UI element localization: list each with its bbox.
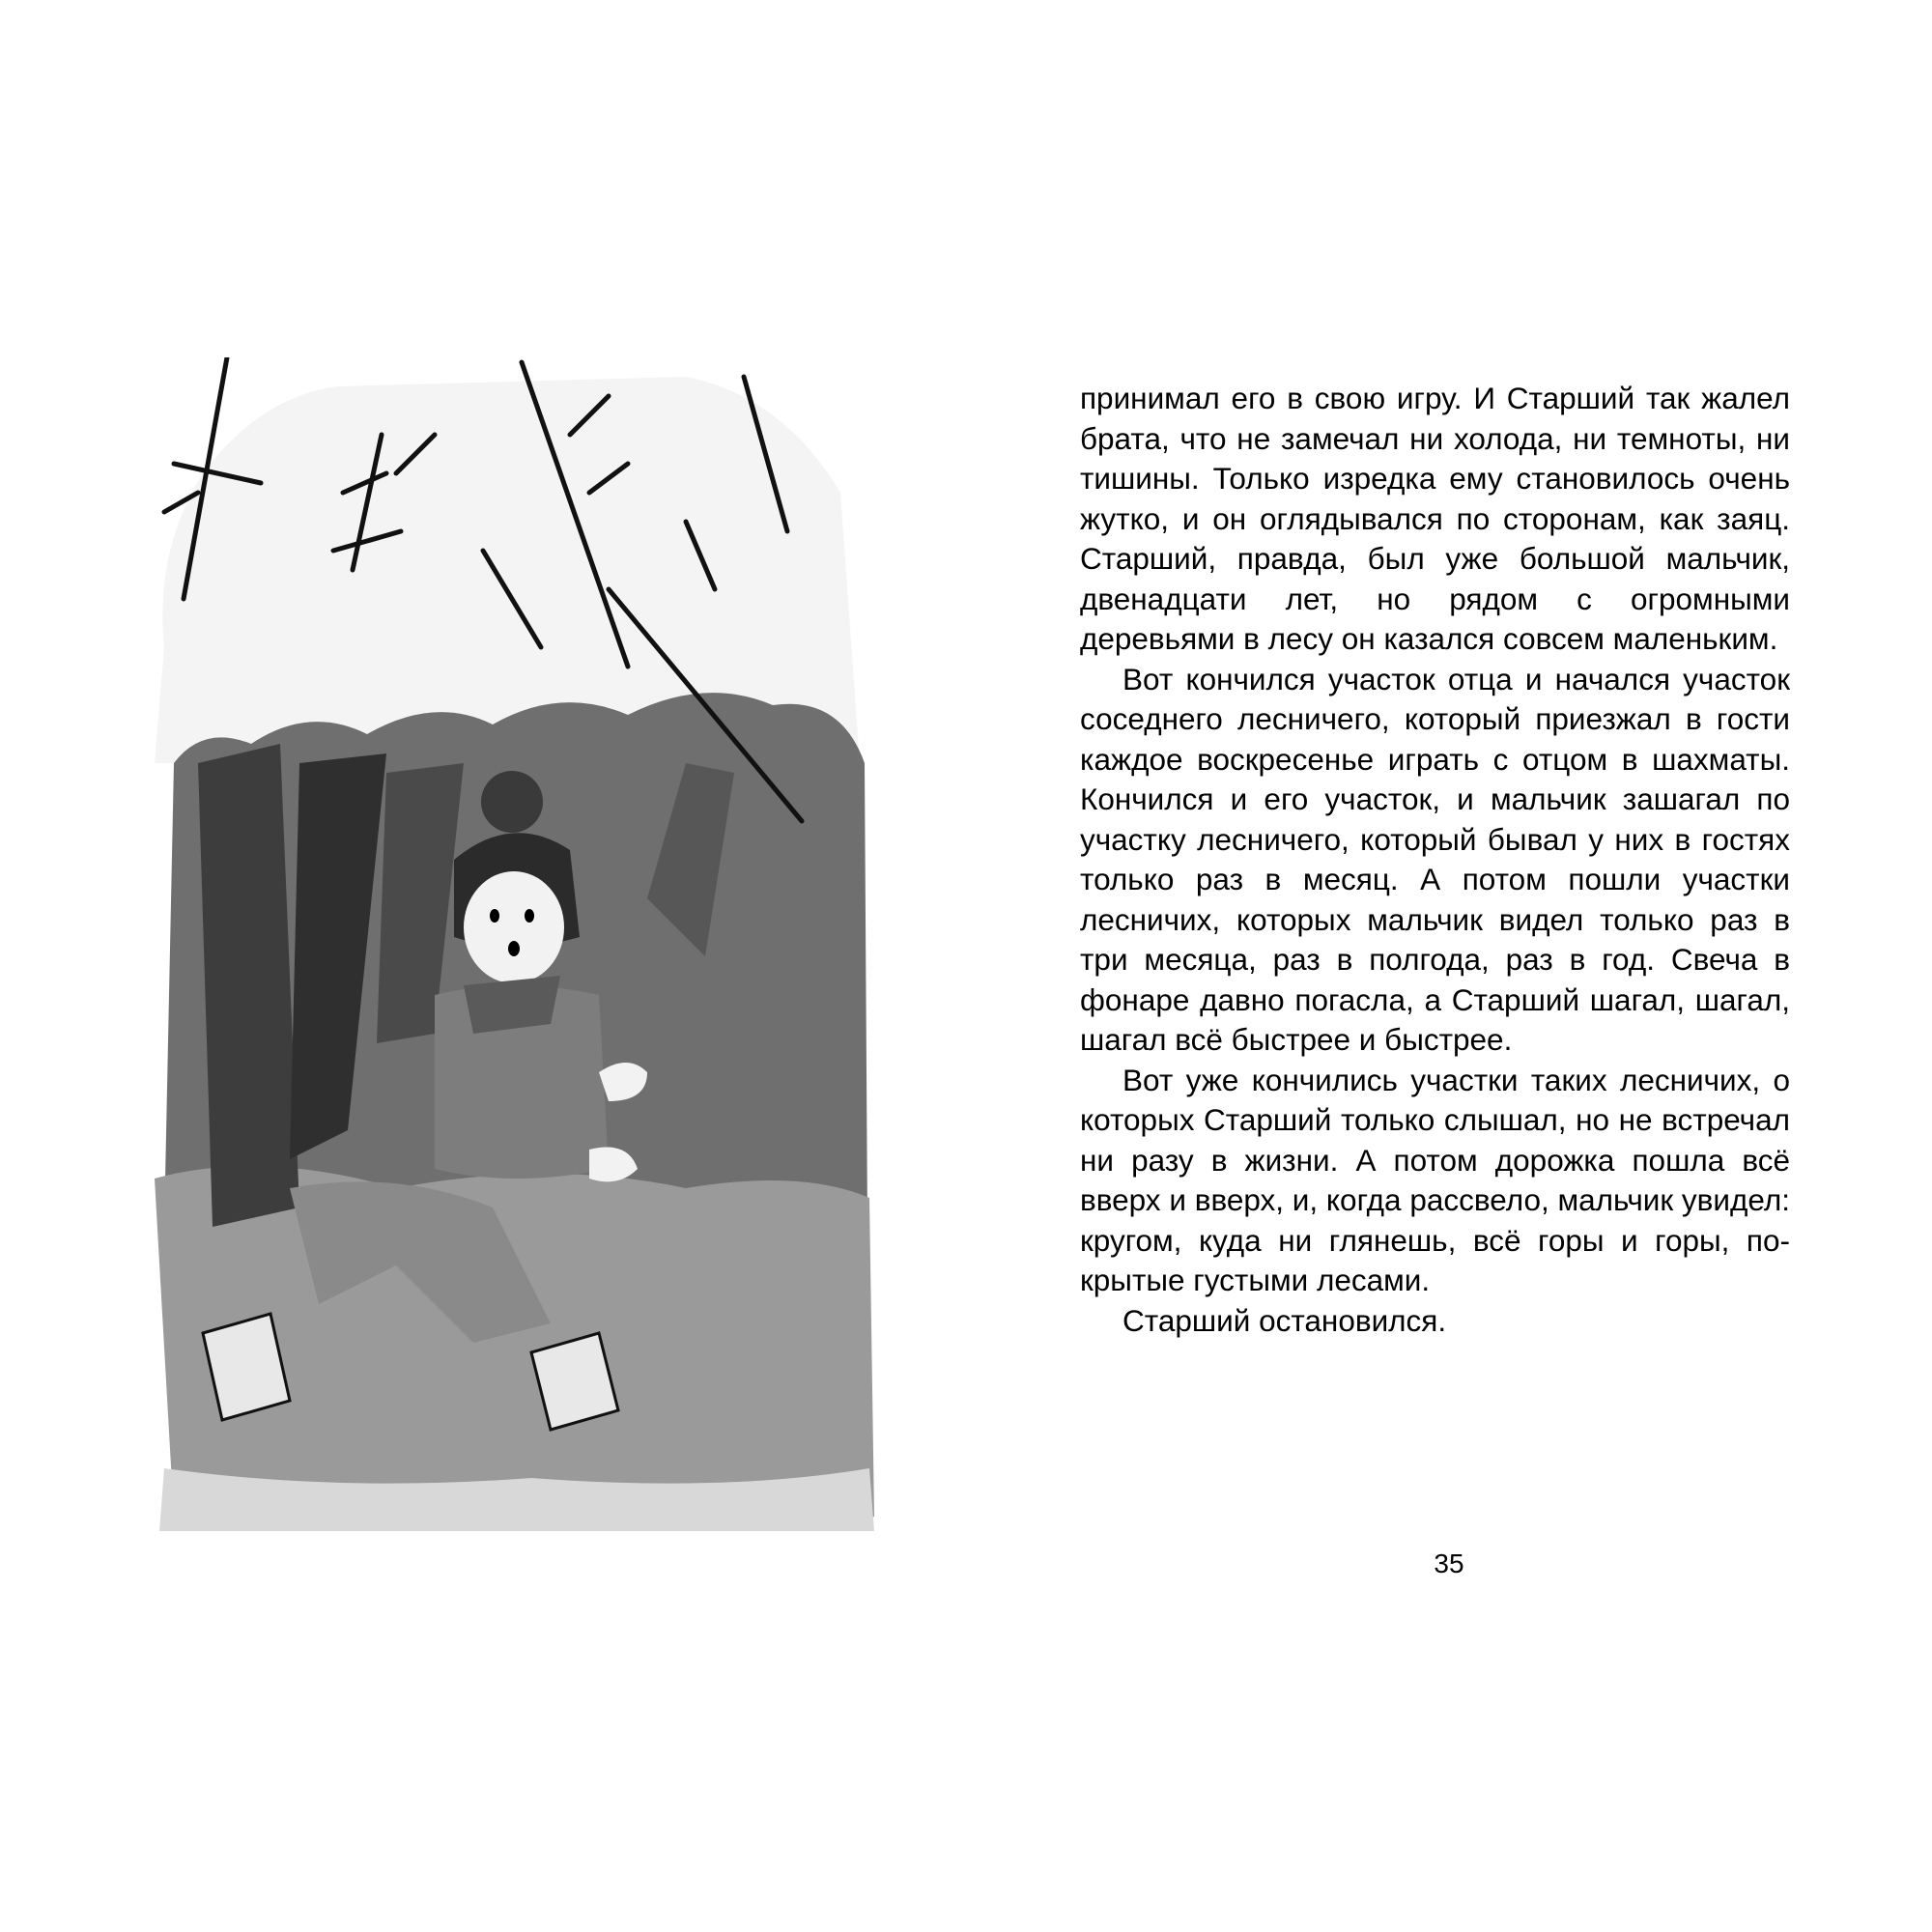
- paragraph: Вот уже кончились участки таких лесничих, о которых Старший только слышал, но не встречал ни разу в жизни. А потом дорожка пошла всё вверх и вверх, и, когда рассвело, мальчик увидел: кругом, куда ни глянешь, всё горы и горы, покрытые густыми лесами.: [1080, 1062, 1790, 1297]
- illustration-boy-in-forest: [145, 357, 879, 1546]
- paragraph: Старший остановился.: [1122, 1302, 1447, 1338]
- paragraph: Вот кончился участок отца и начался участок соседнего лесничего, который приезжал в гости каждое воскресенье играть с отцом в шахматы. Кончился и его участок, и мальчик зашагал по участку лесничего, который бывал у них в гостях только раз в месяц. А потом пошли участки лесничих, которых мальчик видел только раз в три месяца, раз в полгода, раз в год. Свеча в фонаре давно погасла, а Старший шагал, шагал, шагал всё быстрее и быстрее.: [1080, 661, 1790, 1057]
- page-number: 35: [1434, 1548, 1464, 1578]
- story-text: [1080, 379, 1790, 1341]
- paragraph: принимал его в свою игру. И Старший так жалел брата, что не замечал ни холода, ни темноты, ни тишины. Только изредка ему становилось очень жутко, и он оглядывался по сторонам, как заяц. Старший, правда, был уже большой мальчик, двенадцати лет, но рядом с огромными деревьями в лесу он казался совсем маленьким.: [1080, 381, 1790, 656]
